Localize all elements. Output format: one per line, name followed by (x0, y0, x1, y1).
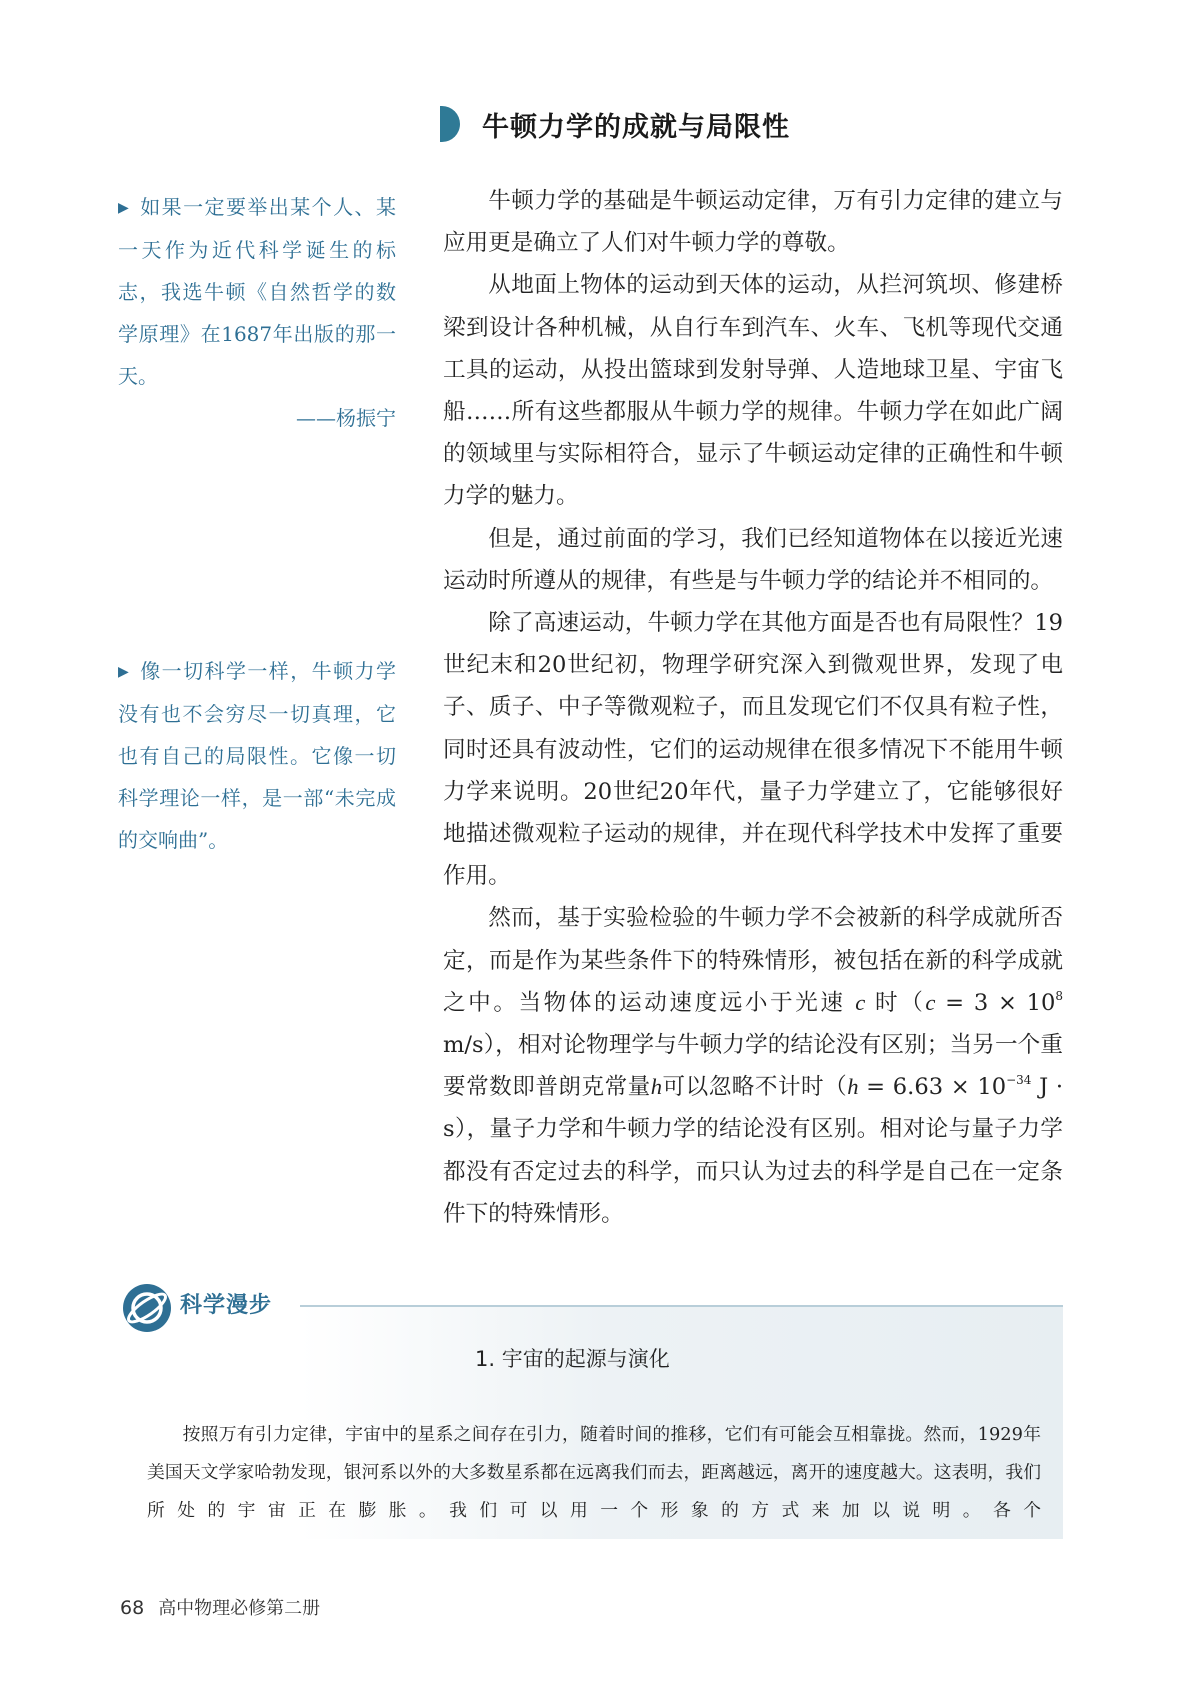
paragraph-formulas: 然而，基于实验检验的牛顿力学不会被新的科学成就所否定，而是作为某些条件下的特殊情形，被包括在新的科学成就之中。当物体的运动速度远小于光速 c 时（$c = 3 \times 10^8$ m/s），相对论物理学与牛顿力学的结论没有区别；当另一个重要常数即普朗克常量h可以忽略不计时（$h = 6.63 \times 10^{-34}$ J · s），量子力学和牛顿力学的结论没有区别。相对论与量子力学都没有否定过去的科学，而只认为过去的科学是自己在一定条件下的特殊情形。 (443, 905, 1064, 1227)
section-title: 牛顿力学的成就与局限性 (482, 111, 790, 143)
science-box-divider (300, 1305, 1063, 1307)
symbol-c: c (925, 989, 936, 1015)
science-box-title: 1. 宇宙的起源与演化 (475, 1347, 670, 1371)
section-marker-icon (440, 106, 460, 142)
triangle-bullet-icon: ▶ (118, 664, 131, 680)
sidenote-limitations (118, 650, 396, 861)
exponent: −34 (1006, 1073, 1032, 1088)
sidenote-signature: ——杨振宁 (296, 406, 396, 430)
triangle-bullet-icon: ▶ (118, 200, 131, 216)
book-title: 高中物理必修第二册 (158, 1598, 321, 1619)
sidenote-quote (118, 186, 396, 439)
sidenote-limitations-text: ▶ 像一切科学一样，牛顿力学没有也不会穷尽一切真理，它也有自己的局限性。它像一切科学理论一样，是一部“未完成的交响曲”。 (118, 659, 396, 852)
page-footer (120, 1594, 320, 1620)
globe-orbit-icon (122, 1283, 172, 1333)
paragraph: 除了高速运动，牛顿力学在其他方面是否也有局限性？19世纪末和20世纪初，物理学研究深入到微观世界，发现了电子、质子、中子等微观粒子，而且发现它们不仅具有粒子性，同时还具有波动性，它们的运动规律在很多情况下不能用牛顿力学来说明。20世纪20年代，量子力学建立了，它能够很好地描述微观粒子运动的规律，并在现代科学技术中发挥了重要作用。 (443, 610, 1063, 890)
paragraph: 从地面上物体的运动到天体的运动，从拦河筑坝、修建桥梁到设计各种机械，从自行车到汽车、火车、飞机等现代交通工具的运动，从投出篮球到发射导弹、人造地球卫星、宇宙飞船……所有这些都服从牛顿力学的规律。牛顿力学在如此广阔的领域里与实际相符合，显示了牛顿运动定律的正确性和牛顿力学的魅力。 (443, 272, 1063, 510)
paragraph: 按照万有引力定律，宇宙中的星系之间存在引力，随着时间的推移，它们有可能会互相靠拢。然而，1929年美国天文学家哈勃发现，银河系以外的大多数星系都在远离我们而去，距离越远，离开的速度越大。这表明，我们所处的宇宙正在膨胀。我们可以用一个形象的方式来加以说明。各个 (147, 1424, 1041, 1521)
science-box-label: 科学漫步 (180, 1293, 273, 1318)
science-box-text (147, 1416, 1041, 1530)
main-text (443, 180, 1063, 1235)
section-heading (440, 106, 790, 142)
exponent: 8 (1055, 988, 1064, 1003)
paragraph: 牛顿力学的基础是牛顿运动定律，万有引力定律的建立与应用更是确立了人们对牛顿力学的尊敬。 (443, 188, 1063, 257)
page-number: 68 (120, 1597, 145, 1619)
paragraph: 但是，通过前面的学习，我们已经知道物体在以接近光速运动时所遵从的规律，有些是与牛顿力学的结论并不相同的。 (443, 525, 1063, 594)
sidenote-quote-text: ▶ 如果一定要举出某个人、某一天作为近代科学诞生的标志，我选牛顿《自然哲学的数学原理》在1687年出版的那一天。 (118, 195, 396, 388)
symbol-h: h (650, 1074, 663, 1100)
symbol-h: h (847, 1074, 859, 1100)
symbol-c: c (855, 989, 866, 1015)
